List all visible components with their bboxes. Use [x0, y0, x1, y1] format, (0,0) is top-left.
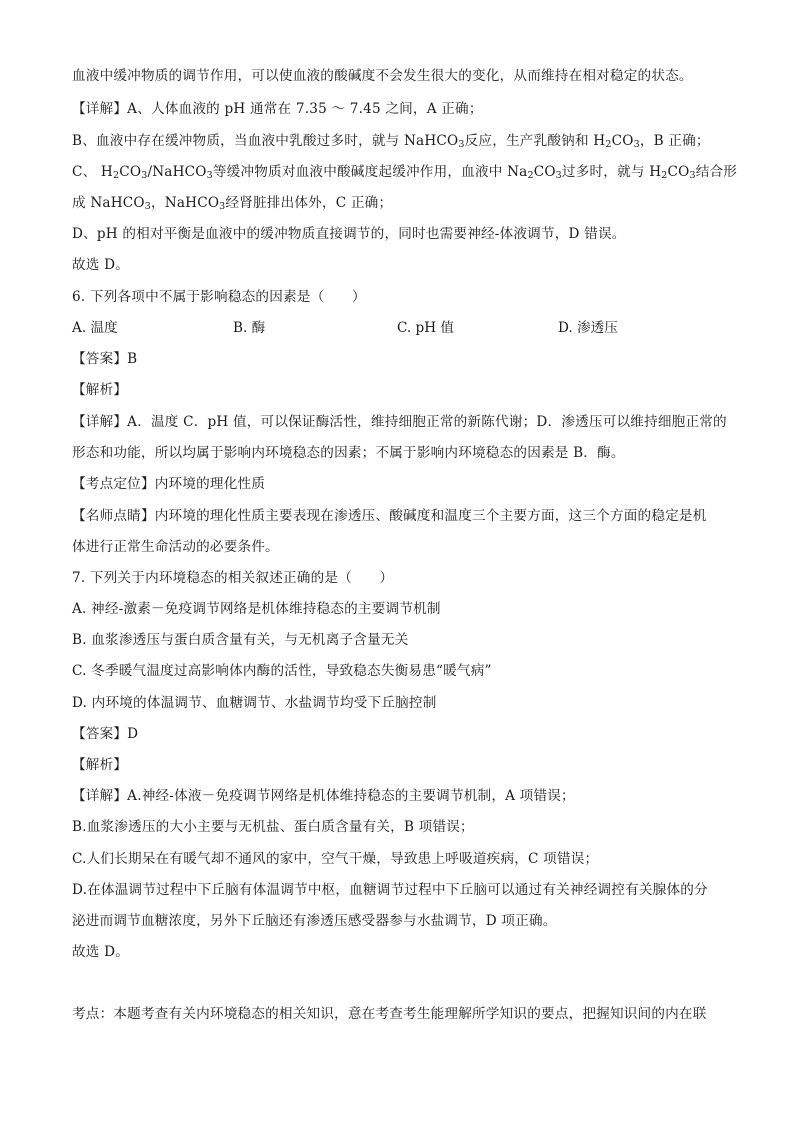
q7-detail: 泌进而调节血糖浓度，另外下丘脑还有渗透压感受器参与水盐调节，D 项正确。: [72, 913, 557, 929]
q6-tip: 【名师点睛】内环境的理化性质主要表现在渗透压、酸碱度和温度三个主要方面，这三个方面的稳定是机: [72, 508, 707, 524]
q6-detail: 【详解】A．温度 C．pH 值，可以保证酶活性，维持细胞正常的新陈代谢；D．渗透压可以维持细胞正常的: [72, 414, 727, 430]
q7-detail: 【详解】A.神经-体液－免疫调节网络是机体维持稳态的主要调节机制，A 项错误；: [72, 788, 575, 804]
question-7: 7. 下列关于内环境稳态的相关叙述正确的是（ ）: [72, 570, 394, 586]
q6-answer: 【答案】B: [72, 351, 138, 367]
q6-option-d: D. 渗透压: [558, 320, 618, 336]
text-line: 故选 D。: [72, 257, 130, 273]
q7-option-c: C. 冬季暖气温度过高影响体内酶的活性，导致稳态失衡易患“暖气病”: [72, 663, 492, 679]
q7-detail: C.人们长期呆在有暖气却不通风的家中，空气干燥，导致患上呼吸道疾病，C 项错误；: [72, 851, 599, 867]
text-line: D、pH 的相对平衡是血液中的缓冲物质直接调节的，同时也需要神经-体液调节，D 错误。: [72, 226, 626, 242]
q6-kaodian: 【考点定位】内环境的理化性质: [72, 476, 266, 492]
q6-detail: 形态和功能，所以均属于影响内环境稳态的因素；不属于影响内环境稳态的因素是 B．酶。: [72, 445, 625, 461]
q7-answer: 【答案】D: [72, 726, 139, 742]
q6-analysis: 【解析】: [72, 382, 128, 398]
q7-option-a: A. 神经-激素－免疫调节网络是机体维持稳态的主要调节机制: [72, 601, 441, 617]
question-6: 6. 下列各项中不属于影响稳态的因素是（ ）: [72, 289, 366, 305]
q6-option-a: A. 温度: [72, 320, 118, 336]
text-line: 【详解】A、人体血液的 pH 通常在 7.35 ～ 7.45 之间，A 正确；: [72, 101, 483, 117]
kaodian-note: 考点：本题考查有关内环境稳态的相关知识，意在考查考生能理解所学知识的要点，把握知识间的内在联: [72, 1006, 707, 1022]
q7-analysis: 【解析】: [72, 757, 128, 773]
q7-option-d: D. 内环境的体温调节、血糖调节、水盐调节均受下丘脑控制: [72, 695, 437, 711]
q6-tip: 体进行正常生命活动的必要条件。: [72, 539, 279, 555]
text-line: C、 $H_2CO_3/NaHCO_3$等缓冲物质对血液中酸碱度起缓冲作用，血液中 $Na_2CO_3$过多时，就与 $H_2CO_3$结合形: [72, 164, 738, 181]
text-line: 成 NaHCO$_3$，NaHCO$_3$经肾脏排出体外，C 正确；: [72, 195, 393, 212]
q7-conclusion: 故选 D。: [72, 944, 130, 960]
text-line: 血液中缓冲物质的调节作用，可以使血液的酸碱度不会发生很大的变化，从而维持在相对稳定的状态。: [72, 68, 693, 84]
q6-option-b: B. 酶: [233, 320, 266, 336]
q7-option-b: B. 血浆渗透压与蛋白质含量有关，与无机离子含量无关: [72, 632, 409, 648]
q7-detail: B.血浆渗透压的大小主要与无机盐、蛋白质含量有关，B 项错误；: [72, 819, 474, 835]
text-line: B、血液中存在缓冲物质，当血液中乳酸过多时，就与 NaHCO$_3$反应，生产乳酸钠和 $H_2CO_3$，B 正确；: [72, 133, 710, 150]
q6-option-c: C. pH 值: [397, 320, 455, 336]
q7-detail: D.在体温调节过程中下丘脑有体温调节中枢，血糖调节过程中下丘脑可以通过有关神经调控有关腺体的分: [72, 882, 708, 898]
